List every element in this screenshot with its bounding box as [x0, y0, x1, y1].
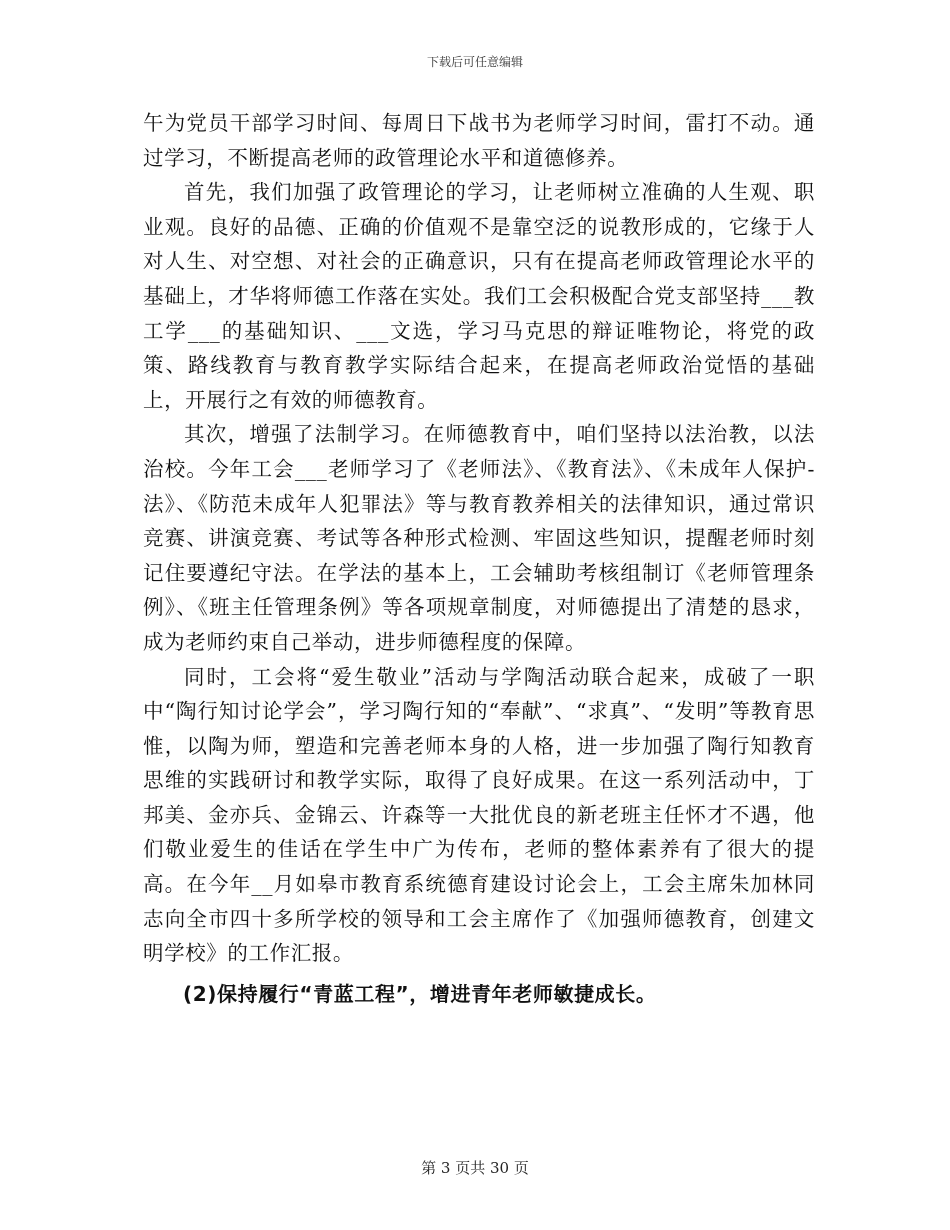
section-heading: (2)保持履行“青蓝工程”，增进青年老师敏捷成长。 — [183, 981, 657, 1006]
paragraph-legal-study: 其次，增强了法制学习。在师德教育中，咱们坚持以法治教，以法治校。今年工会___老师学习了《老师法》、《教育法》、《未成年人保护-法》、《防范未成年人犯罪法》等与教育教养相关的法律知识，通过常识竞赛、讲演竞赛、考试等各种形式检测、牢固这些知识，提醒老师时刻记住要遵纪守法。在学法的基本上，工会辅助考核组制订《老师管理条例》、《班主任管理条例》等各项规章制度，对师德提出了清楚的恳求，成为老师约束自己举动，进步师德程度的保障。 — [143, 422, 815, 654]
paragraph-political-theory: 首先，我们加强了政管理论的学习，让老师树立准确的人生观、职业观。良好的品德、正确的价值观不是靠空泛的说教形成的，它缘于人对人生、对空想、对社会的正确意识，只有在提高老师政管理论水平的基础上，才华将师德工作落在实处。我们工会积极配合党支部坚持___教工学___的基础知识、___文选，学习马克思的辩证唯物论，将党的政策、路线教育与教育教学实际结合起来，在提高老师政治觉悟的基础上，开展行之有效的师德教育。 — [143, 180, 815, 412]
page-header: 下载后可任意编辑 — [426, 55, 523, 69]
paragraph-continuation: 午为党员干部学习时间、每周日下战书为老师学习时间，雷打不动。通过学习，不断提高老师的政管理论水平和道德修养。 — [143, 111, 815, 170]
document-body — [143, 106, 815, 1011]
page-footer: 第 3 页共 30 页 — [421, 1159, 529, 1177]
paragraph-tao-xingzhi: 同时，工会将“爱生敬业”活动与学陶活动联合起来，成破了一职中“陶行知讨论学会”，学习陶行知的“奉献”、“求真”、“发明”等教育思惟，以陶为师，塑造和完善老师本身的人格，进一步加强了陶行知教育思维的实践研讨和教学实际，取得了良好成果。在这一系列活动中，丁邦美、金亦兵、金锦云、许森等一大批优良的新老班主任怀才不遇，他们敬业爱生的佳话在学生中广为传布，老师的整体素养有了很大的提高。在今年__月如皋市教育系统德育建设讨论会上，工会主席朱加林同志向全市四十多所学校的领导和工会主席作了《加强师德教育，创建文明学校》的工作汇报。 — [143, 664, 815, 966]
